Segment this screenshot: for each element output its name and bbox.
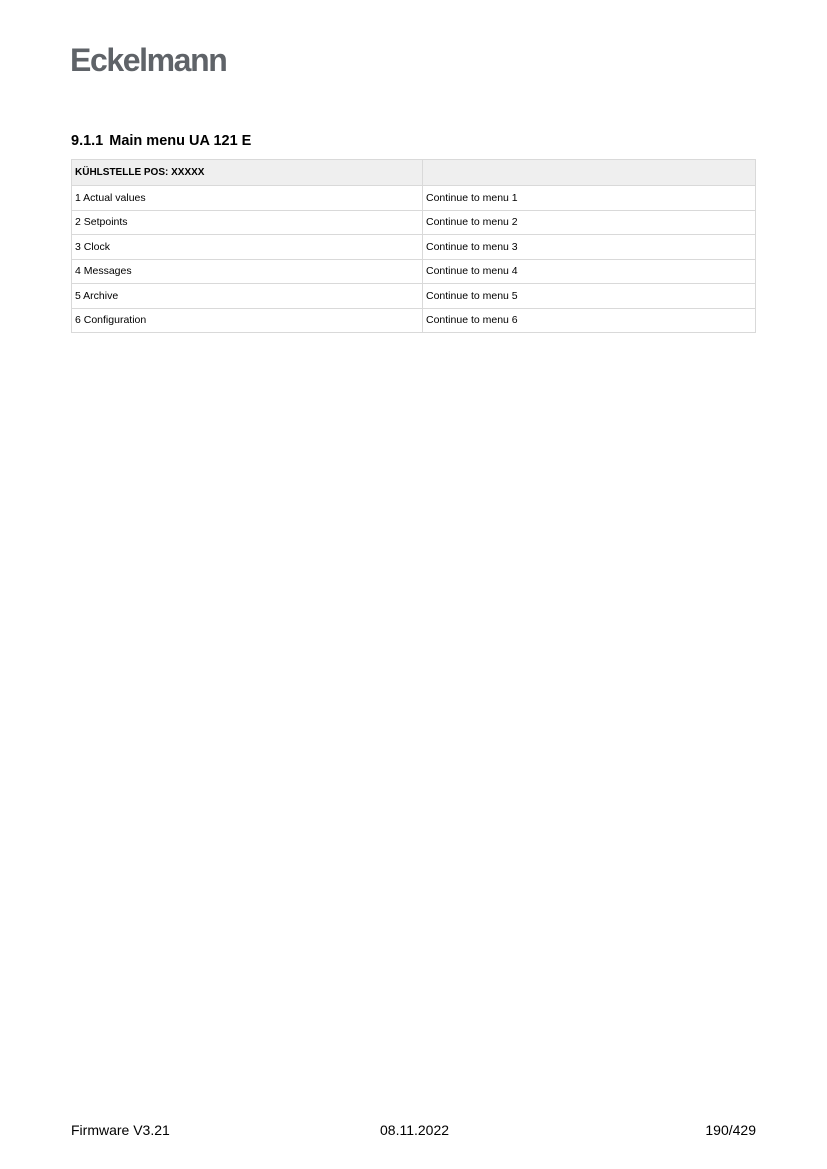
menu-item-label: 3 Clock bbox=[72, 235, 423, 260]
menu-item-action: Continue to menu 2 bbox=[423, 210, 756, 235]
table-row bbox=[72, 235, 756, 260]
table-header-cell bbox=[423, 160, 756, 186]
section-title: Main menu UA 121 E bbox=[109, 133, 252, 149]
table-header-cell: KÜHLSTELLE POS: XXXXX bbox=[72, 160, 423, 186]
section-number: 9.1.1 bbox=[71, 133, 104, 149]
table-row bbox=[72, 210, 756, 235]
footer-page-number: 190/429 bbox=[705, 1122, 756, 1138]
table-row bbox=[72, 284, 756, 309]
menu-item-action: Continue to menu 6 bbox=[423, 308, 756, 333]
table-row bbox=[72, 308, 756, 333]
menu-item-label: 6 Configuration bbox=[72, 308, 423, 333]
section-heading bbox=[71, 133, 251, 149]
menu-item-label: 2 Setpoints bbox=[72, 210, 423, 235]
company-logo: Eckelmann bbox=[70, 42, 227, 78]
menu-item-action: Continue to menu 1 bbox=[423, 186, 756, 211]
footer-date: 08.11.2022 bbox=[380, 1122, 450, 1138]
footer-firmware: Firmware V3.21 bbox=[71, 1122, 170, 1138]
menu-item-action: Continue to menu 5 bbox=[423, 284, 756, 309]
menu-item-action: Continue to menu 4 bbox=[423, 259, 756, 284]
main-menu-table bbox=[71, 159, 756, 333]
menu-item-label: 1 Actual values bbox=[72, 186, 423, 211]
menu-item-action: Continue to menu 3 bbox=[423, 235, 756, 260]
table-header-row bbox=[72, 160, 756, 186]
table-row bbox=[72, 259, 756, 284]
menu-item-label: 4 Messages bbox=[72, 259, 423, 284]
table-row bbox=[72, 186, 756, 211]
menu-item-label: 5 Archive bbox=[72, 284, 423, 309]
